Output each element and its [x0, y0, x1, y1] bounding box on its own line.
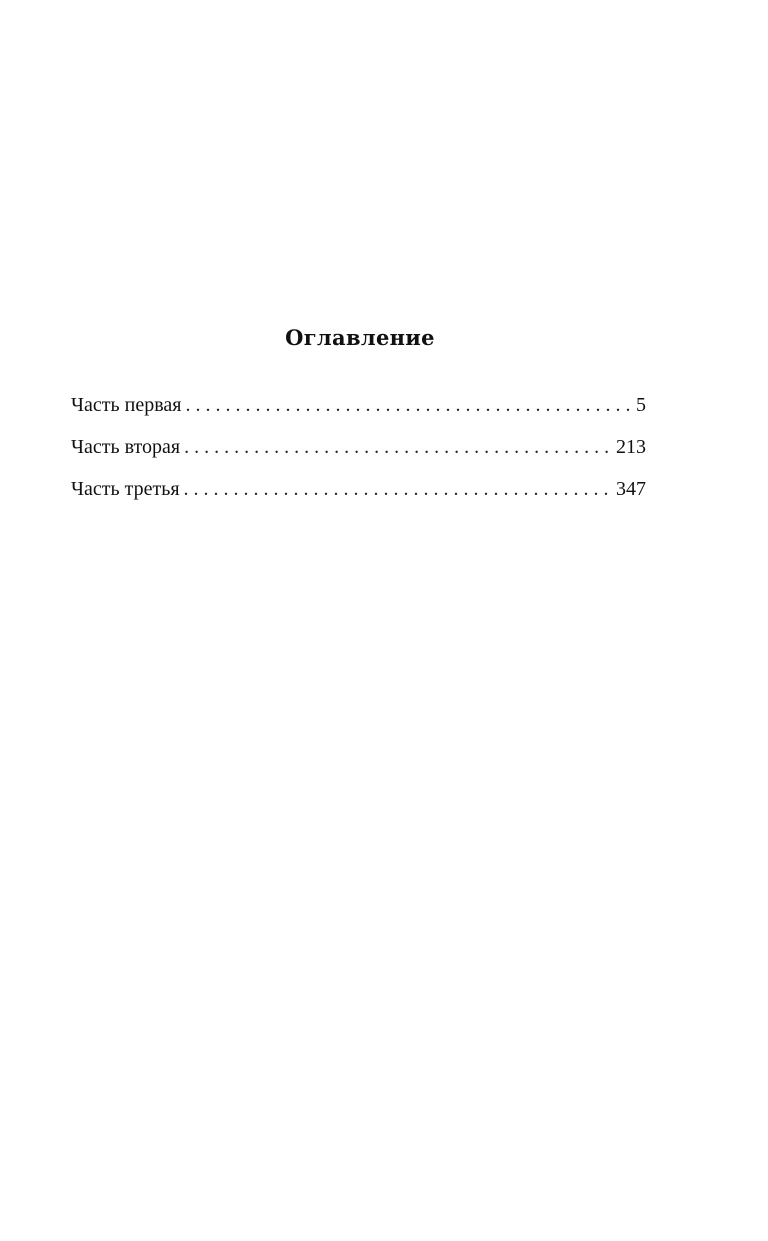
toc-entry-label: Часть первая	[71, 394, 182, 416]
dot-leader	[184, 434, 614, 460]
toc-entry-page-number: 347	[616, 478, 646, 500]
dot-leader	[185, 392, 634, 418]
toc-entry-page-number: 213	[616, 436, 646, 458]
toc-entry-part-one	[71, 392, 646, 434]
toc-entry-part-three	[71, 476, 646, 518]
toc-entry-part-two	[71, 434, 646, 476]
toc-entry-label: Часть вторая	[71, 436, 181, 458]
toc-entry-label: Часть третья	[71, 478, 180, 500]
toc-entry-page-number: 5	[636, 394, 646, 416]
table-of-contents-title: Оглавление	[285, 325, 435, 350]
dot-leader	[184, 476, 614, 502]
table-of-contents-list	[71, 392, 646, 518]
